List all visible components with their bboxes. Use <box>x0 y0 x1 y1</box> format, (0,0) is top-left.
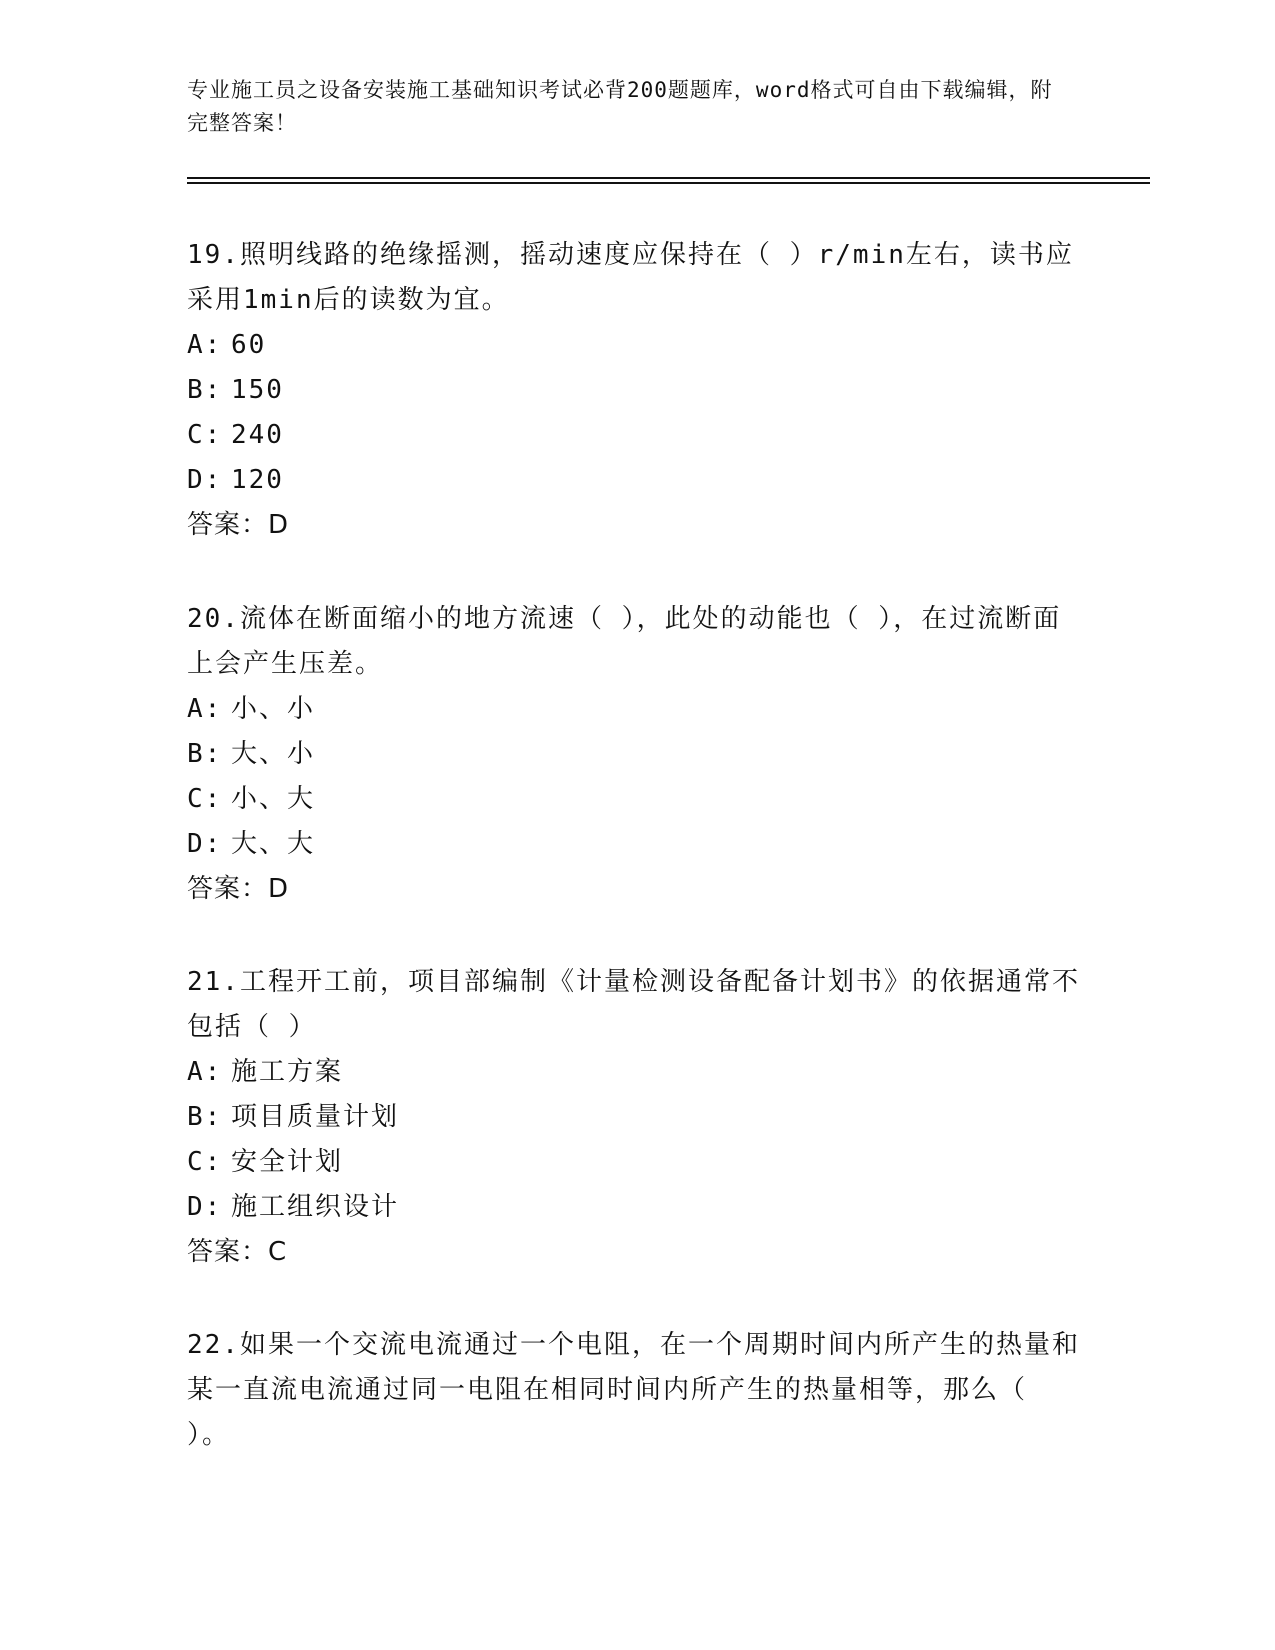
header-divider-bottom <box>187 182 1150 184</box>
option-d <box>187 822 1087 867</box>
option-letter: A: <box>187 694 223 724</box>
answer-line: 答案：D <box>187 874 290 904</box>
question-22 <box>187 1323 1087 1458</box>
option-b <box>187 732 1087 777</box>
option-text: 大、小 <box>231 739 316 769</box>
option-text: 150 <box>231 375 284 405</box>
option-letter: D: <box>187 1192 223 1222</box>
option-list <box>187 1050 1087 1230</box>
option-letter: A: <box>187 1057 223 1087</box>
option-letter: B: <box>187 375 223 405</box>
option-text: 施工方案 <box>231 1057 344 1087</box>
option-letter: A: <box>187 330 223 360</box>
page-header-text: 专业施工员之设备安装施工基础知识考试必背200题题库，word格式可自由下载编辑，附完整答案！ <box>187 78 1053 135</box>
header-divider-top <box>187 177 1150 179</box>
option-text: 安全计划 <box>231 1147 344 1177</box>
option-d <box>187 458 1087 503</box>
option-letter: D: <box>187 829 223 859</box>
question-21 <box>187 960 1087 1275</box>
question-20 <box>187 597 1087 912</box>
option-text: 大、大 <box>231 829 316 859</box>
option-text: 120 <box>231 465 284 495</box>
option-letter: B: <box>187 739 223 769</box>
option-letter: C: <box>187 420 223 450</box>
option-list <box>187 323 1087 503</box>
option-c <box>187 1140 1087 1185</box>
question-stem: 19.照明线路的绝缘摇测，摇动速度应保持在（ ）r/min左右，读书应采用1min后的读数为宜。 <box>187 240 1074 315</box>
option-text: 240 <box>231 420 284 450</box>
question-stem: 20.流体在断面缩小的地方流速（ ），此处的动能也（ ），在过流断面上会产生压差。 <box>187 604 1062 679</box>
option-text: 60 <box>231 330 267 360</box>
option-c <box>187 777 1087 822</box>
question-stem: 22.如果一个交流电流通过一个电阻，在一个周期时间内所产生的热量和某一直流电流通过同一电阻在相同时间内所产生的热量相等，那么（ ）。 <box>187 1330 1080 1450</box>
option-c <box>187 413 1087 458</box>
option-letter: C: <box>187 1147 223 1177</box>
question-19 <box>187 233 1087 548</box>
question-stem: 21.工程开工前，项目部编制《计量检测设备配备计划书》的依据通常不包括（ ） <box>187 967 1080 1042</box>
answer-line: 答案：D <box>187 510 290 540</box>
option-a <box>187 323 1087 368</box>
option-letter: B: <box>187 1102 223 1132</box>
option-a <box>187 1050 1087 1095</box>
option-text: 小、小 <box>231 694 316 724</box>
option-a <box>187 687 1087 732</box>
option-b <box>187 368 1087 413</box>
option-letter: D: <box>187 465 223 495</box>
answer-line: 答案：C <box>187 1237 288 1267</box>
option-list <box>187 687 1087 867</box>
option-text: 小、大 <box>231 784 316 814</box>
option-letter: C: <box>187 784 223 814</box>
option-d <box>187 1185 1087 1230</box>
option-text: 项目质量计划 <box>231 1102 400 1132</box>
option-b <box>187 1095 1087 1140</box>
option-text: 施工组织设计 <box>231 1192 400 1222</box>
